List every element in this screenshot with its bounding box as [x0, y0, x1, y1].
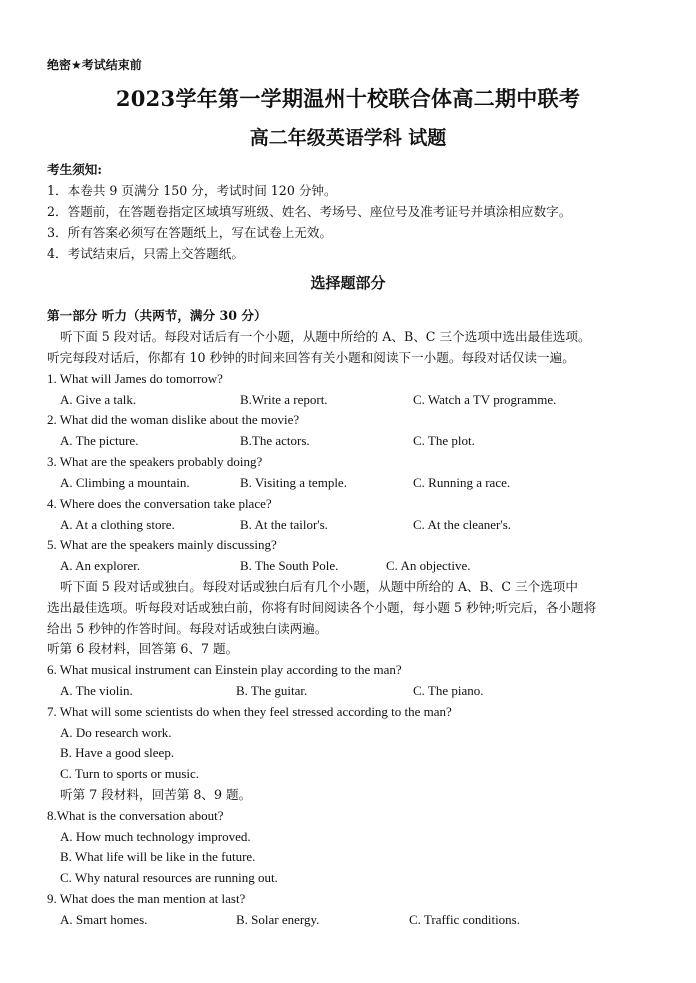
segment-7-instruction: 听第 7 段材料，回苦第 8、9 题。: [60, 787, 252, 802]
note-item: 4．考试结束后，只需上交答题纸。: [47, 246, 244, 261]
part1-intro-line: 听下面 5 段对话或独白。每段对话或独白后有几个小题，从题中所给的 A、B、C 三个选项中: [60, 579, 578, 594]
part1-heading: 第一部分 听力（共两节，满分 30 分）: [47, 308, 267, 323]
q1-option-a: A. Give a talk.: [60, 392, 137, 407]
question-1: 1. What will James do tomorrow?: [47, 371, 223, 386]
note-item: 3．所有答案必须写在答题纸上，写在试卷上无效。: [47, 225, 333, 240]
part1-intro-line: 给出 5 秒钟的作答时间。每段对话或独白读两遍。: [47, 621, 328, 636]
q2-option-b: B.The actors.: [240, 433, 310, 448]
question-4: 4. Where does the conversation take place?: [47, 496, 272, 511]
q4-option-c: C. At the cleaner's.: [413, 517, 512, 532]
q9-option-c: C. Traffic conditions.: [409, 912, 520, 927]
question-2: 2. What did the woman dislike about the movie?: [47, 412, 300, 427]
q7-option-a: A. Do research work.: [60, 725, 172, 740]
note-item: 2．答题前，在答题卷指定区域填写班级、姓名、考场号、座位号及准考证号并填涂相应数字。: [47, 204, 572, 219]
q3-option-c: C. Running a race.: [413, 475, 511, 490]
confidential-label: 绝密★考试结束前: [47, 58, 142, 72]
q7-option-b: B. Have a good sleep.: [60, 745, 175, 760]
q4-option-b: B. At the tailor's.: [240, 517, 328, 532]
q6-option-c: C. The piano.: [413, 683, 484, 698]
section-title: 选择题部分: [310, 274, 386, 292]
question-9: 9. What does the man mention at last?: [47, 891, 246, 906]
notes-heading: 考生须知:: [47, 162, 103, 177]
q1-option-c: C. Watch a TV programme.: [413, 392, 557, 407]
exam-title: 2023学年第一学期温州十校联合体高二期中联考: [115, 86, 581, 111]
q3-option-b: B. Visiting a temple.: [240, 475, 347, 490]
q2-option-a: A. The picture.: [60, 433, 139, 448]
q8-option-a: A. How much technology improved.: [60, 829, 251, 844]
question-5: 5. What are the speakers mainly discussing?: [47, 537, 277, 552]
q5-option-a: A. An explorer.: [60, 558, 141, 573]
q9-option-a: A. Smart homes.: [60, 912, 148, 927]
question-3: 3. What are the speakers probably doing?: [47, 454, 263, 469]
segment-6-instruction: 听第 6 段材料，回答第 6、7 题。: [47, 641, 239, 656]
question-7: 7. What will some scientists do when they feel stressed according to the man?: [47, 704, 452, 719]
exam-subtitle: 高二年级英语学科 试题: [249, 127, 447, 149]
question-6: 6. What musical instrument can Einstein play according to the man?: [47, 662, 402, 677]
part1-intro-line: 选出最佳选项。听每段对话或独白前，你将有时间阅读各个小题，每小题 5 秒钟;听完后，各小题将: [47, 600, 597, 615]
q3-option-a: A. Climbing a mountain.: [60, 475, 190, 490]
q2-option-c: C. The plot.: [413, 433, 475, 448]
question-8: 8.What is the conversation about?: [47, 808, 224, 823]
q8-option-b: B. What life will be like in the future.: [60, 849, 256, 864]
q6-option-a: A. The violin.: [60, 683, 133, 698]
part1-intro-line: 听下面 5 段对话。每段对话后有一个小题，从题中所给的 A、B、C 三个选项中选出最佳选项。: [60, 329, 591, 344]
q4-option-a: A. At a clothing store.: [60, 517, 175, 532]
q6-option-b: B. The guitar.: [236, 683, 308, 698]
q5-option-b: B. The South Pole.: [240, 558, 339, 573]
note-item: 1．本卷共 9 页满分 150 分，考试时间 120 分钟。: [47, 183, 337, 198]
part1-intro-line: 听完每段对话后，你都有 10 秒钟的时间来回答有关小题和阅读下一小题。每段对话仅读一遍。: [47, 350, 575, 365]
q9-option-b: B. Solar energy.: [236, 912, 320, 927]
q5-option-c: C. An objective.: [386, 558, 471, 573]
q1-option-b: B.Write a report.: [240, 392, 328, 407]
q8-option-c: C. Why natural resources are running out.: [60, 870, 278, 885]
q7-option-c: C. Turn to sports or music.: [60, 766, 200, 781]
